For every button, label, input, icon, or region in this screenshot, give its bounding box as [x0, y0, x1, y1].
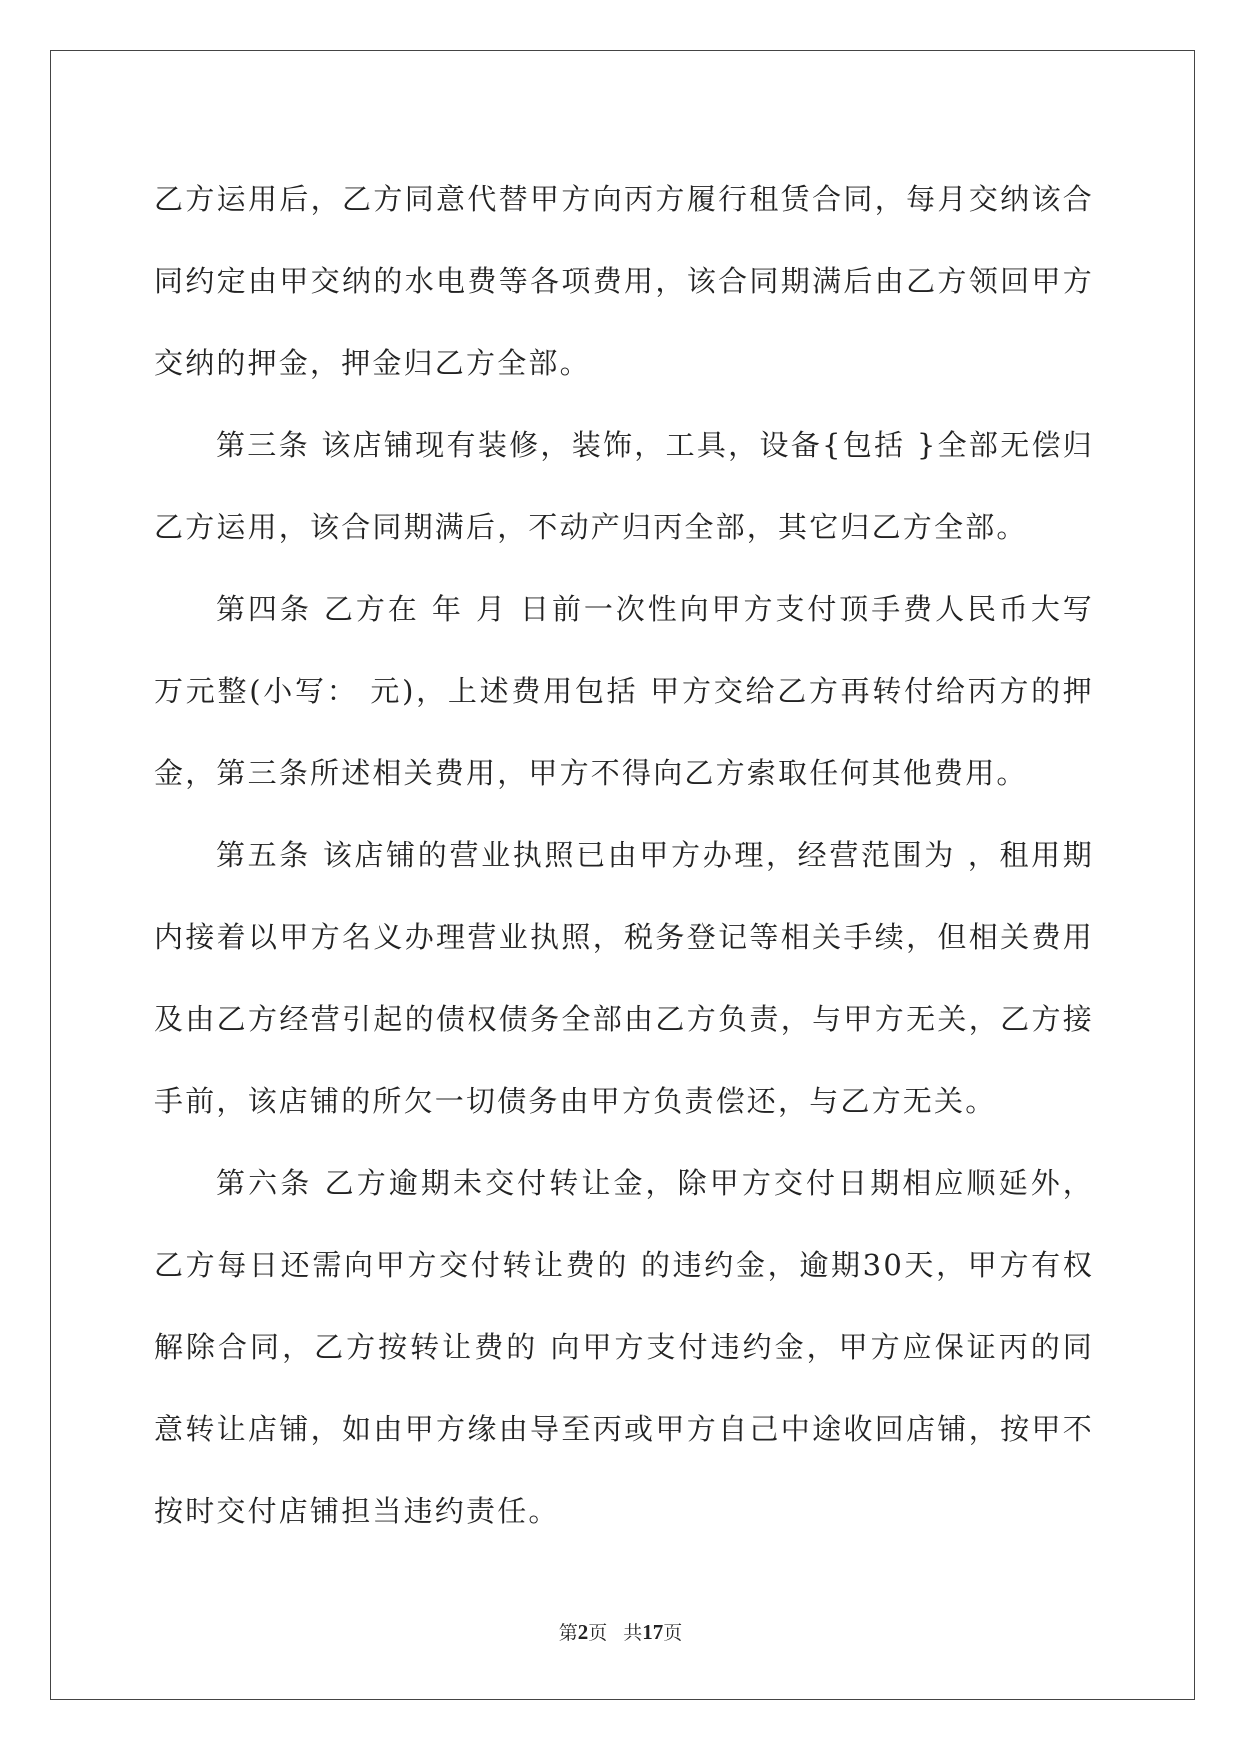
paragraph-article-5: 第五条 该店铺的营业执照已由甲方办理，经营范围为 ，租用期内接着以甲方名义办理营业执照，税务登记等相关手续，但相关费用及由乙方经营引起的债权债务全部由乙方负责，与甲方无关，乙方接手前，该店铺的所欠一切债务由甲方负责偿还，与乙方无关。 — [154, 838, 1094, 1118]
total-prefix: 共 — [623, 1622, 643, 1644]
page-number: 2 — [577, 1620, 589, 1644]
paragraph-article-3: 第三条 该店铺现有装修，装饰，工具，设备{包括 }全部无偿归乙方运用，该合同期满后，不动产归丙全部，其它归乙方全部。 — [154, 428, 1094, 544]
paragraph-article-4: 第四条 乙方在 年 月 日前一次性向甲方支付顶手费人民币大写万元整(小写： 元)，上述费用包括 甲方交给乙方再转付给丙方的押金，第三条所述相关费用，甲方不得向乙方索取任何其他费用。 — [154, 592, 1094, 790]
page-suffix: 页 — [588, 1622, 608, 1644]
page-prefix: 第 — [558, 1622, 578, 1644]
paragraph-article-6: 第六条 乙方逾期未交付转让金，除甲方交付日期相应顺延外，乙方每日还需向甲方交付转让费的 的违约金，逾期30天，甲方有权解除合同，乙方按转让费的 向甲方支付违约金，甲方应保证丙的同意转让店铺，如由甲方缘由导至丙或甲方自己中途收回店铺，按甲不按时交付店铺担当违约责任。 — [154, 1166, 1094, 1528]
document-body — [154, 158, 1094, 1552]
page-footer — [0, 1618, 1241, 1645]
total-suffix: 页 — [663, 1622, 683, 1644]
total-pages: 17 — [642, 1620, 664, 1644]
paragraph-continuation: 乙方运用后，乙方同意代替甲方向丙方履行租赁合同，每月交纳该合同约定由甲交纳的水电费等各项费用，该合同期满后由乙方领回甲方交纳的押金，押金归乙方全部。 — [154, 182, 1094, 380]
